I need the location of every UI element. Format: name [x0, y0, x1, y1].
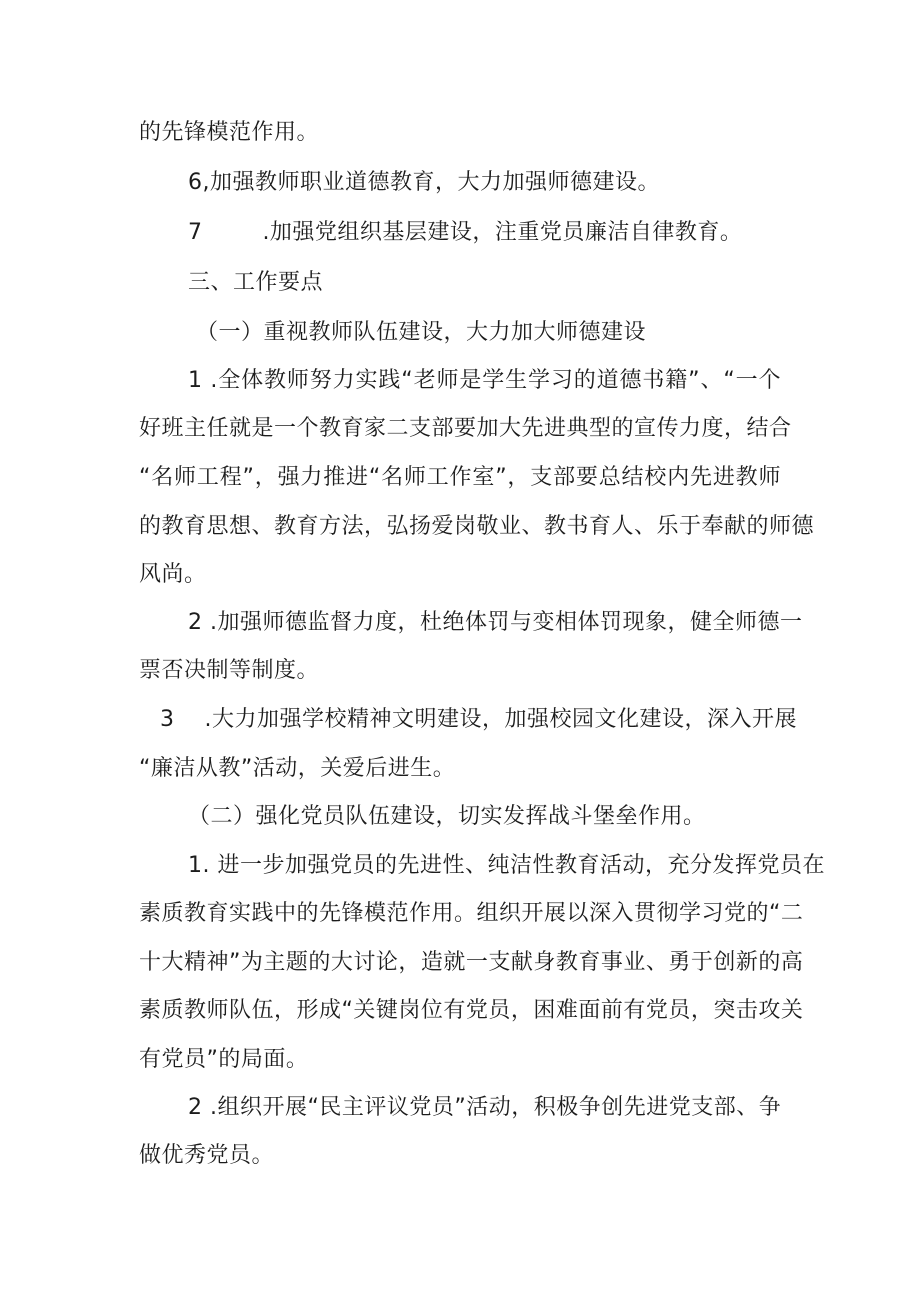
paragraph-line: 素质教师队伍，形成“关键岗位有党员，困难面前有党员，突击攻关: [139, 998, 804, 1023]
section-heading: 三、工作要点: [188, 270, 324, 295]
paragraph-line: 有党员”的局面。: [139, 1047, 309, 1072]
list-item-7: 7 .加强党组织基层建设，注重党员廉洁自律教育。: [188, 220, 743, 245]
subsection-heading: （二）强化党员队伍建设，切实发挥战斗堡垒作用。: [188, 804, 706, 829]
paragraph-line: 1 .全体教师努力实践“老师是学生学习的道德书籍”、“一个: [188, 368, 781, 393]
paragraph-line: 做优秀党员。: [139, 1143, 275, 1168]
paragraph-line: “廉洁从教”活动，关爱后进生。: [139, 756, 456, 781]
paragraph-line: 风尚。: [139, 562, 207, 587]
list-item-6: 6,加强教师职业道德教育，大力加强师德建设。: [188, 170, 660, 195]
paragraph-line: “名师工程”，强力推进“名师工作室”，支部要总结校内先进教师: [139, 465, 781, 490]
paragraph-line: 1. 进一步加强党员的先进性、纯洁性教育活动，充分发挥党员在: [188, 853, 825, 878]
paragraph-line: 的先锋模范作用。: [139, 120, 320, 145]
paragraph-line: 的教育思想、教育方法，弘扬爱岗敬业、教书育人、乐于奉献的师德: [139, 514, 815, 539]
paragraph-line: 2 .加强师德监督力度，杜绝体罚与变相体罚现象，健全师德一: [188, 610, 803, 635]
paragraph-line: 票否决制等制度。: [139, 658, 320, 683]
subsection-heading: （一）重视教师队伍建设，大力加大师德建设: [196, 320, 647, 345]
paragraph-line: 2 .组织开展“民主评议党员”活动，积极争创先进党支部、争: [188, 1095, 782, 1120]
paragraph-line: 十大精神”为主题的大讨论，造就一支献身教育事业、勇于创新的高: [139, 950, 804, 975]
paragraph-line: 3 .大力加强学校精神文明建设，加强校园文化建设，深入开展: [160, 707, 797, 732]
paragraph-line: 素质教育实践中的先锋模范作用。组织开展以深入贯彻学习党的“二: [139, 901, 804, 926]
paragraph-line: 好班主任就是一个教育家二支部要加大先进典型的宣传力度，结合: [139, 416, 792, 441]
